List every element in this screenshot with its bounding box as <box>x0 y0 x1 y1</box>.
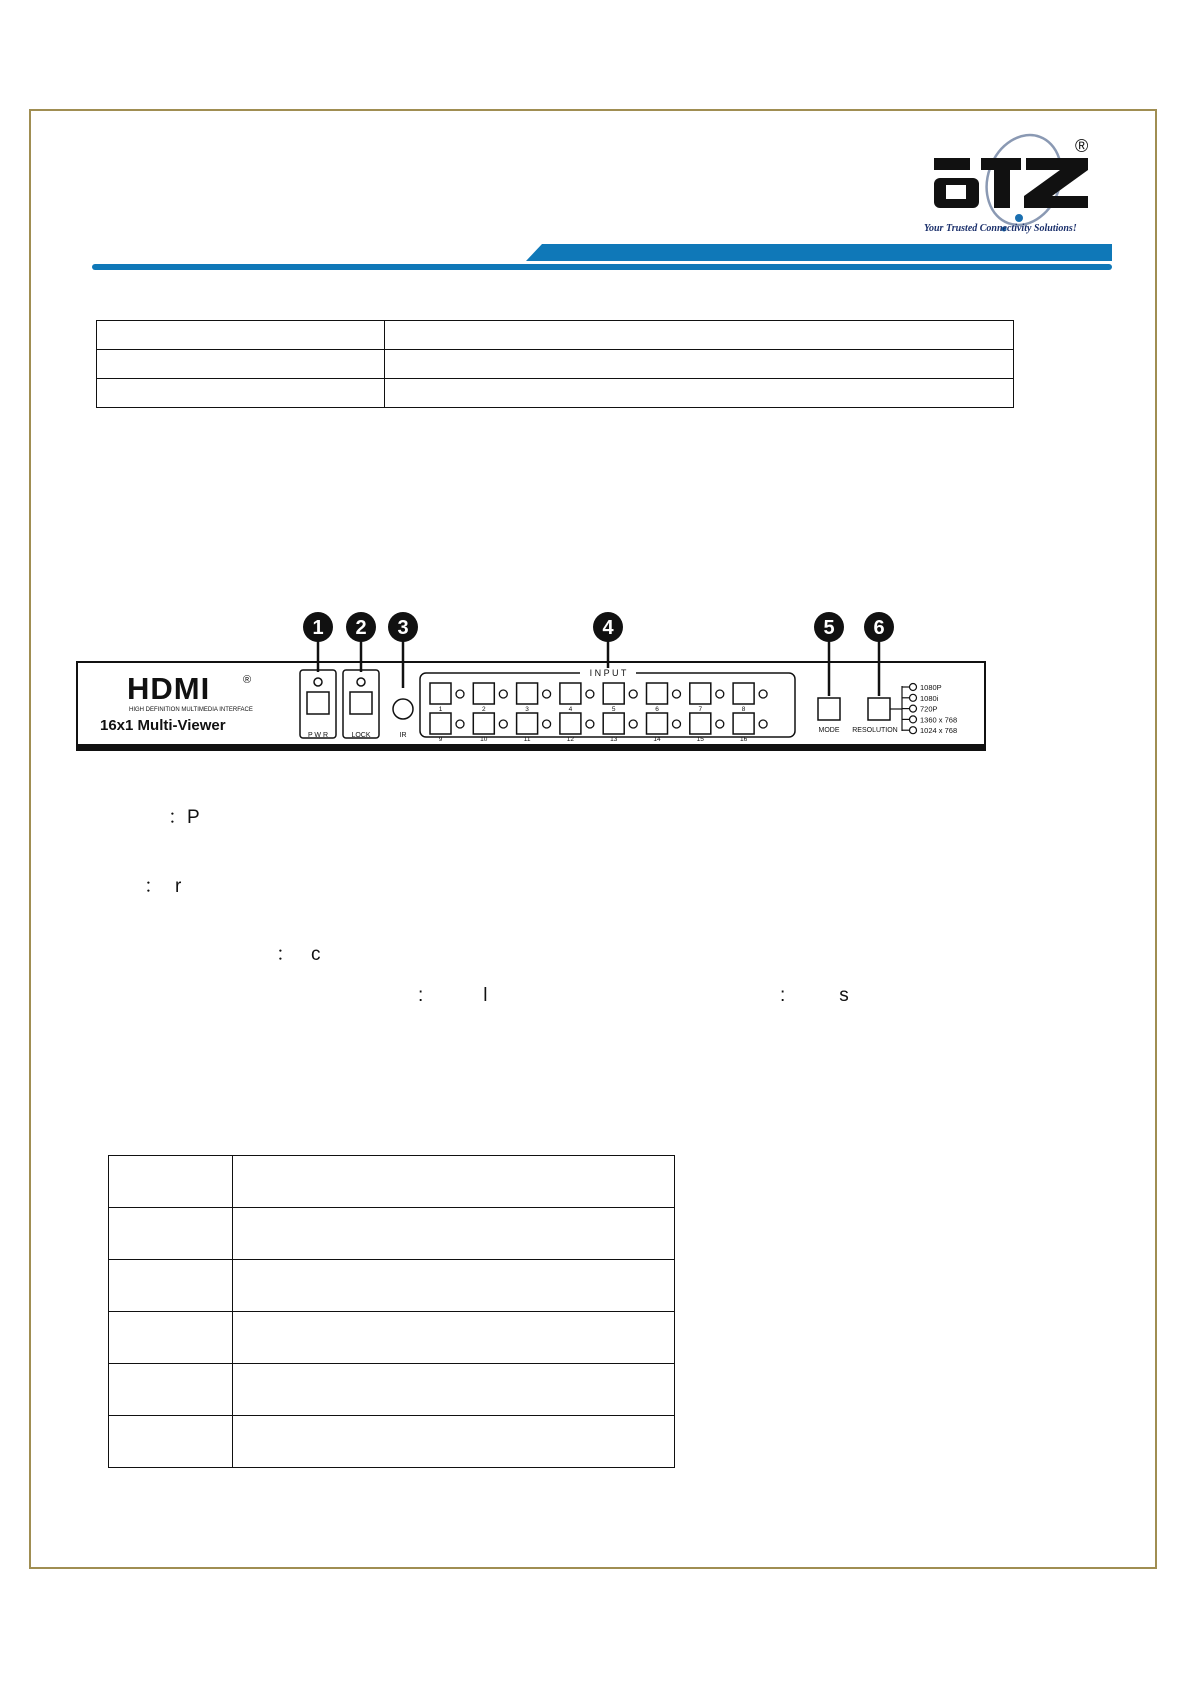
power-button[interactable] <box>307 692 329 714</box>
table-cell <box>97 379 385 408</box>
input-number-14: 14 <box>653 736 661 743</box>
resolution-option: 1080i <box>920 693 939 703</box>
table-row <box>97 379 1014 408</box>
table-row <box>109 1416 675 1468</box>
input-number-2: 2 <box>481 706 486 713</box>
desc-line-5: : s <box>780 985 849 1006</box>
input-number-1: 1 <box>438 706 443 713</box>
resolution-label: RESOLUTION <box>852 727 898 734</box>
resolution-option: 1360 x 768 <box>920 715 958 725</box>
resolution-led <box>910 727 917 734</box>
spec-table <box>96 320 1014 408</box>
input-number-6: 6 <box>655 706 659 713</box>
table-cell <box>385 379 1014 408</box>
table-row <box>109 1260 675 1312</box>
table-cell <box>109 1416 233 1468</box>
resolution-button[interactable] <box>868 698 890 720</box>
input-button-16[interactable] <box>733 713 754 734</box>
table-cell <box>385 350 1014 379</box>
pwr-label: P W R <box>307 732 329 739</box>
mode-label: MODE <box>818 727 840 734</box>
hdmi-logo: HDMI <box>127 671 211 706</box>
callout-5 <box>814 612 844 642</box>
table-row <box>97 350 1014 379</box>
input-number-7: 7 <box>698 706 703 713</box>
input-button-15[interactable] <box>690 713 711 734</box>
callout-2 <box>346 612 376 642</box>
table-cell <box>109 1156 233 1208</box>
input-button-8[interactable] <box>733 683 754 704</box>
resolution-option: 1080P <box>920 683 942 692</box>
svg-text:3: 3 <box>397 617 409 639</box>
input-button-11[interactable] <box>517 713 538 734</box>
ir-label: IR <box>399 732 407 739</box>
table-cell <box>233 1312 675 1364</box>
function-table <box>108 1155 675 1468</box>
svg-text:5: 5 <box>823 617 835 639</box>
table-cell <box>385 321 1014 350</box>
resolution-led <box>910 705 917 712</box>
lock-button[interactable] <box>350 692 372 714</box>
atz-logo <box>920 128 1100 238</box>
input-button-1[interactable] <box>430 683 451 704</box>
input-number-9: 9 <box>438 736 443 743</box>
svg-text:1: 1 <box>312 617 324 639</box>
table-cell <box>109 1208 233 1260</box>
callout-3 <box>388 612 418 642</box>
callout-6 <box>864 612 894 642</box>
input-number-12: 12 <box>566 736 575 743</box>
input-button-3[interactable] <box>517 683 538 704</box>
input-number-8: 8 <box>741 706 746 713</box>
resolution-option: 1024 x 768 <box>920 726 958 736</box>
mode-button[interactable] <box>818 698 840 720</box>
input-number-16: 16 <box>739 736 748 743</box>
svg-text:6: 6 <box>873 617 885 639</box>
input-button-2[interactable] <box>473 683 494 704</box>
callout-4 <box>593 612 623 642</box>
resolution-led <box>910 684 917 691</box>
resolution-led <box>910 694 917 701</box>
svg-text:2: 2 <box>355 617 367 639</box>
input-number-15: 15 <box>696 736 704 743</box>
table-cell <box>233 1364 675 1416</box>
lock-label: LOCK <box>351 732 371 739</box>
input-number-11: 11 <box>523 736 531 743</box>
registered-mark: ® <box>1075 136 1089 156</box>
input-number-13: 13 <box>610 736 618 743</box>
desc-line-3: ： c <box>276 944 321 965</box>
desc-line-2: ： r <box>144 876 182 897</box>
input-number-3: 3 <box>525 706 529 713</box>
table-row <box>109 1208 675 1260</box>
table-cell <box>109 1364 233 1416</box>
input-number-10: 10 <box>480 736 488 743</box>
table-cell <box>97 321 385 350</box>
input-button-4[interactable] <box>560 683 581 704</box>
resolution-led <box>910 716 917 723</box>
svg-text:®: ® <box>243 674 252 686</box>
input-button-10[interactable] <box>473 713 494 734</box>
ir-sensor-icon <box>393 699 413 719</box>
desc-line-1: ：P <box>168 807 200 828</box>
input-button-12[interactable] <box>560 713 581 734</box>
resolution-option: 720P <box>920 704 938 714</box>
input-button-5[interactable] <box>603 683 624 704</box>
input-button-13[interactable] <box>603 713 624 734</box>
table-row <box>109 1156 675 1208</box>
input-number-4: 4 <box>568 706 573 713</box>
input-button-7[interactable] <box>690 683 711 704</box>
table-cell <box>233 1416 675 1468</box>
model-label: 16x1 Multi-Viewer <box>100 717 226 734</box>
input-button-14[interactable] <box>647 713 668 734</box>
header-band <box>92 244 1112 274</box>
input-button-9[interactable] <box>430 713 451 734</box>
table-row <box>109 1364 675 1416</box>
input-number-5: 5 <box>611 706 616 713</box>
table-cell <box>233 1260 675 1312</box>
svg-text:4: 4 <box>602 617 614 639</box>
input-button-6[interactable] <box>647 683 668 704</box>
front-panel-diagram <box>75 610 990 760</box>
hdmi-subtitle: HIGH DEFINITION MULTIMEDIA INTERFACE <box>129 707 253 713</box>
input-label: I N P U T <box>589 668 627 678</box>
desc-line-4: : l <box>418 985 488 1006</box>
table-cell <box>109 1312 233 1364</box>
table-cell <box>233 1156 675 1208</box>
table-row <box>97 321 1014 350</box>
brand-tagline: Your Trusted Connectivity Solutions! <box>924 223 1077 234</box>
table-cell <box>233 1208 675 1260</box>
callout-1 <box>303 612 333 642</box>
table-cell <box>109 1260 233 1312</box>
table-row <box>109 1312 675 1364</box>
table-cell <box>97 350 385 379</box>
